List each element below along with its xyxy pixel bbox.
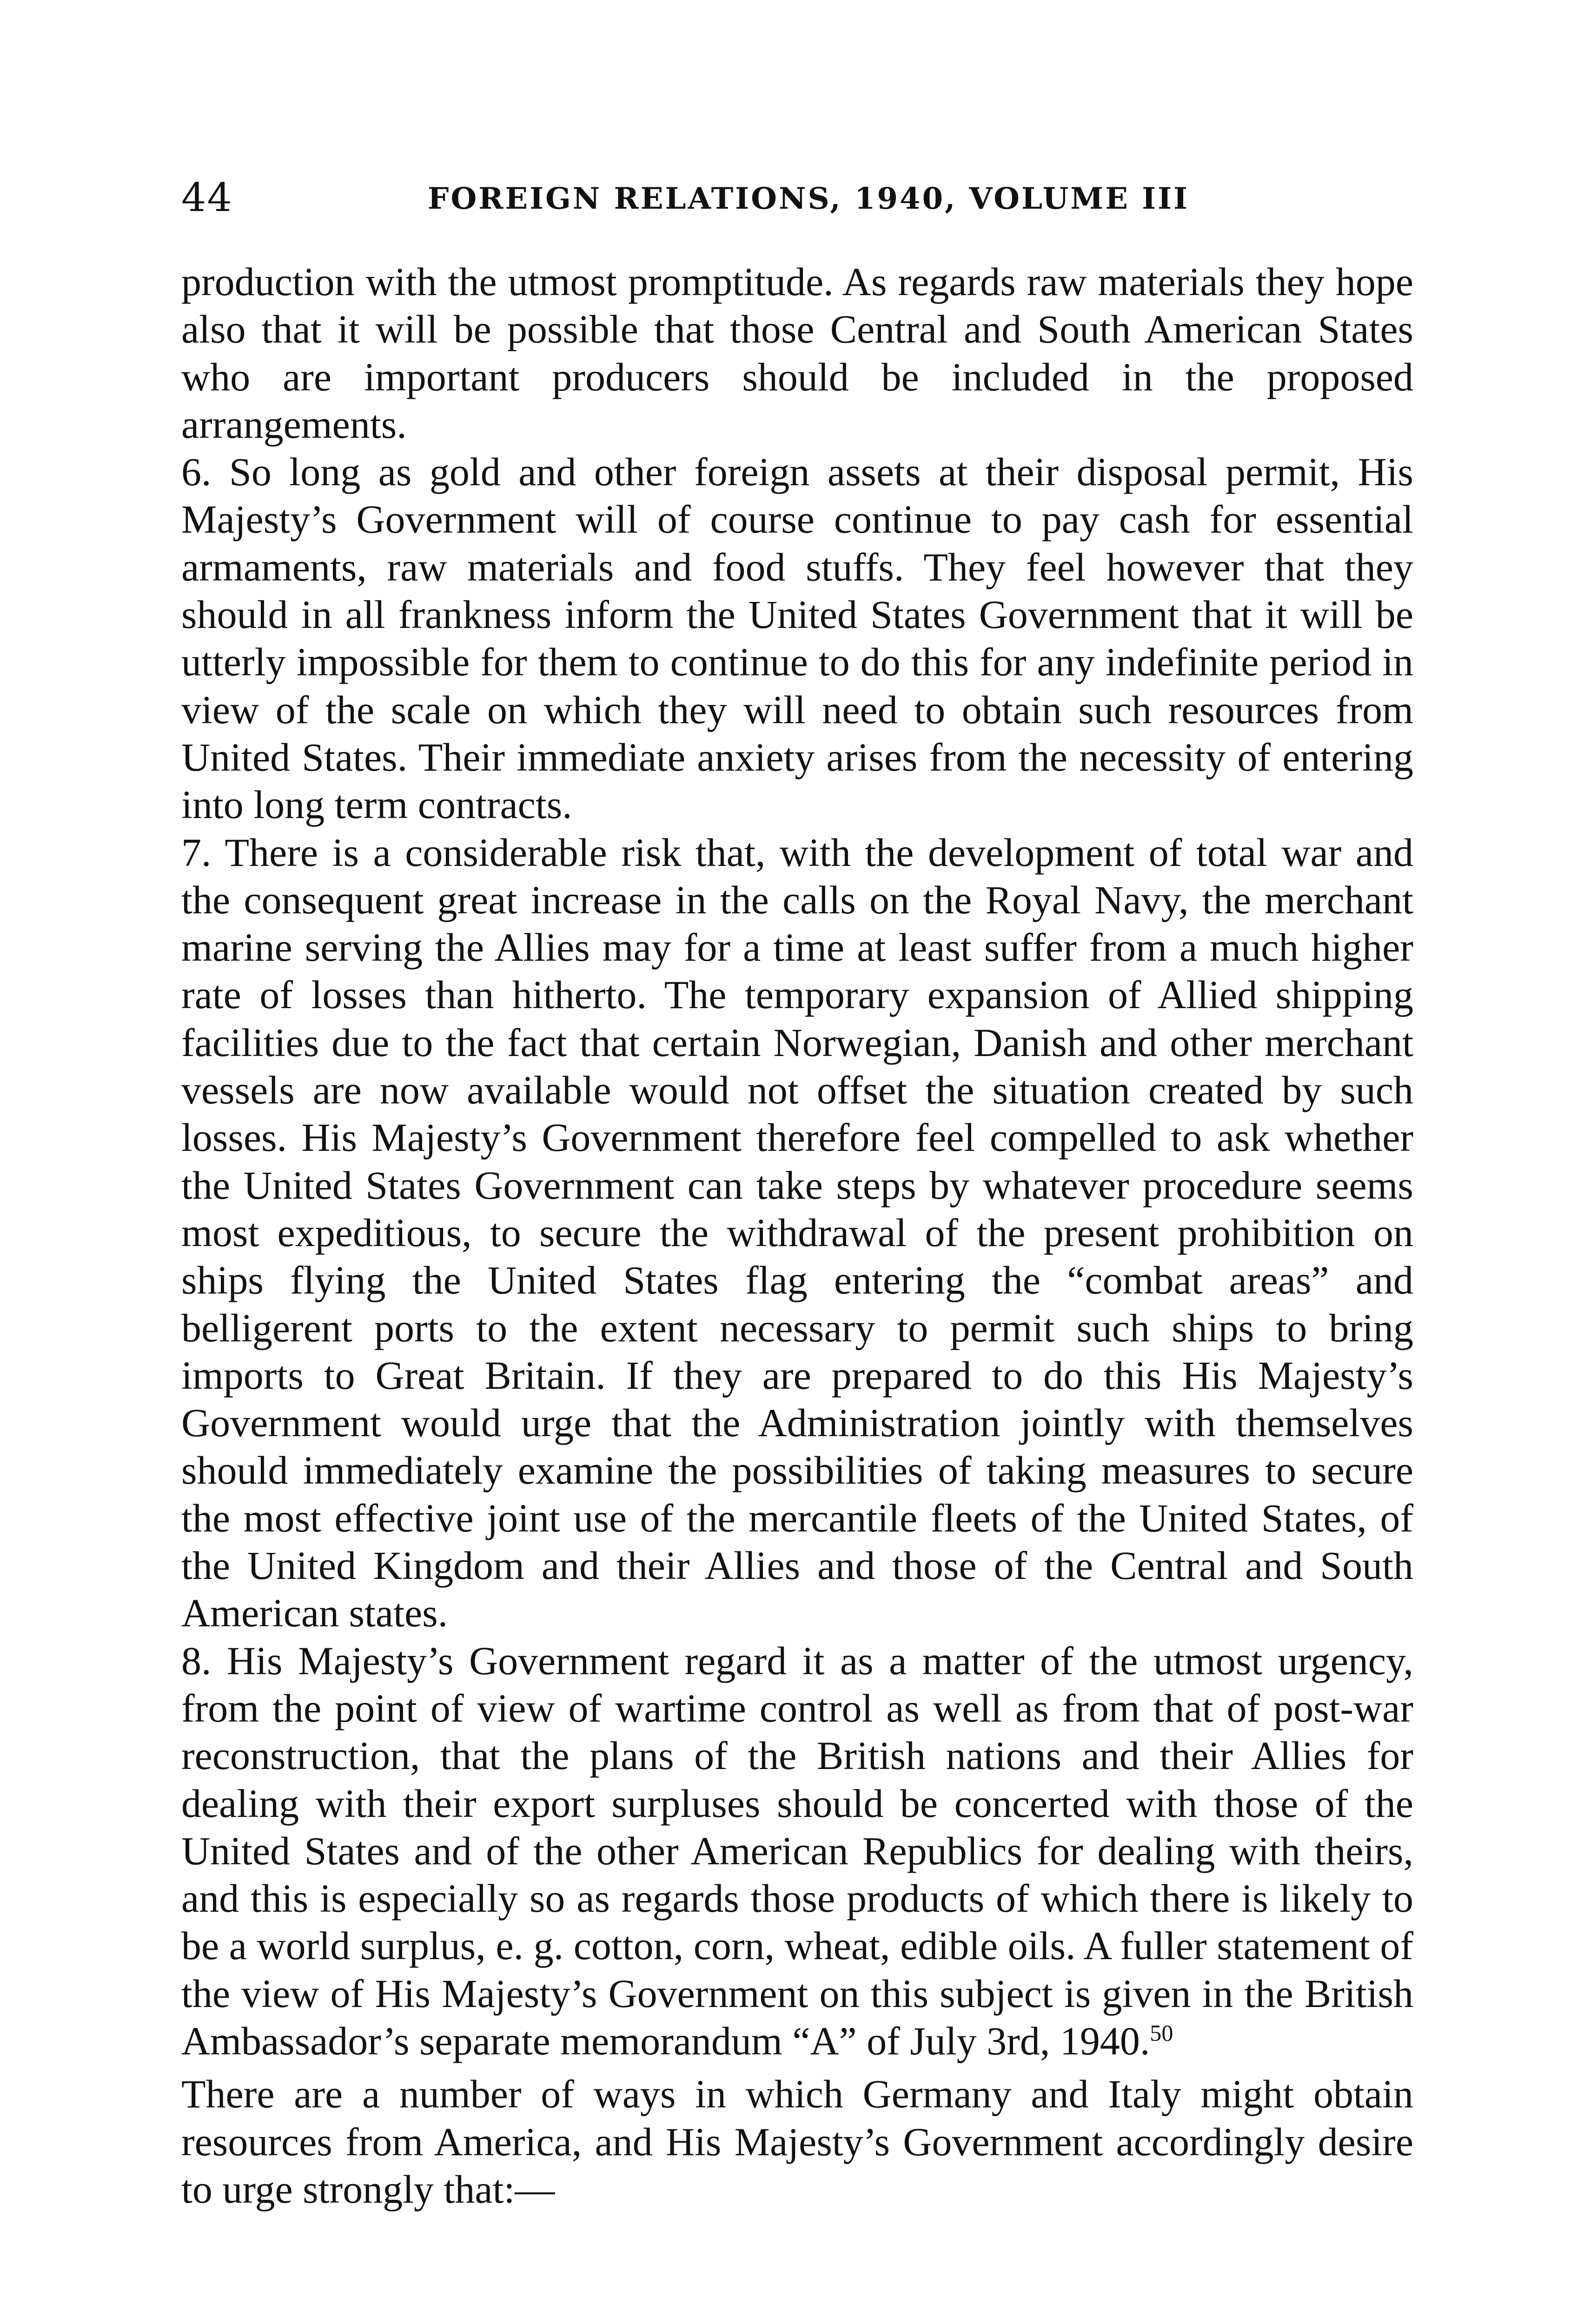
- paragraph-8: [181, 1637, 1413, 2065]
- paragraph-8-text: 8. His Majesty’s Government regard it as a matter of the utmost urgency, from the point of view of wartime control as well as from that of post-war reconstruction, that the plans of the British nations and their Allies for dealing with their export surpluses should be concerted with those of the United States and of the other American Republics for dealing with theirs, and this is especially so as regards those products of which there is likely to be a world surplus, e. g. cotton, corn, wheat, edible oils. A fuller statement of the view of His Majesty’s Government on this subject is given in the British Ambassador’s separate memorandum “A” of July 3rd, 1940.: [181, 1638, 1413, 2063]
- footnote-reference: 50: [1150, 2020, 1173, 2046]
- paragraph-6: 6. So long as gold and other foreign assets at their disposal permit, His Majesty’s Government will of course continue to pay cash for essential armaments, raw materials and food stuffs. They feel however that they should in all frankness inform the United States Government that it will be utterly impossible for them to continue to do this for any indefinite period in view of the scale on which they will need to obtain such resources from United States. Their immediate anxiety arises from the necessity of entering into long term contracts.: [181, 449, 1413, 827]
- paragraph-closing: There are a number of ways in which Germany and Italy might obtain resources from America, and His Majesty’s Government accordingly desire to urge strongly that:—: [181, 2072, 1413, 2212]
- page-header: [181, 172, 1413, 223]
- body-text: [181, 258, 1413, 2213]
- page-number: 44: [181, 175, 233, 220]
- running-head: FOREIGN RELATIONS, 1940, VOLUME III: [428, 181, 1189, 216]
- paragraph-7: 7. There is a considerable risk that, with the development of total war and the consequent great increase in the calls on the Royal Navy, the merchant marine serving the Allies may for a time at least suffer from a much higher rate of losses than hitherto. The temporary expansion of Allied shipping facilities due to the fact that certain Norwegian, Danish and other merchant vessels are now available would not offset the situation created by such losses. His Majesty’s Government therefore feel compelled to ask whether the United States Government can take steps by whatever procedure seems most expeditious, to secure the withdrawal of the present prohibition on ships flying the United States flag entering the “combat areas” and belligerent ports to the extent necessary to permit such ships to bring imports to Great Britain. If they are prepared to do this His Majesty’s Government would urge that the Administration jointly with themselves should immediately examine the possibilities of taking measures to secure the most effective joint use of the mercantile fleets of the United States, of the United Kingdom and their Allies and those of the Central and South American states.: [181, 830, 1413, 1636]
- paragraph-continuation: production with the utmost promptitude. As regards raw materials they hope also that it will be possible that those Central and South American States who are important producers should be included in the proposed arrangements.: [181, 259, 1413, 447]
